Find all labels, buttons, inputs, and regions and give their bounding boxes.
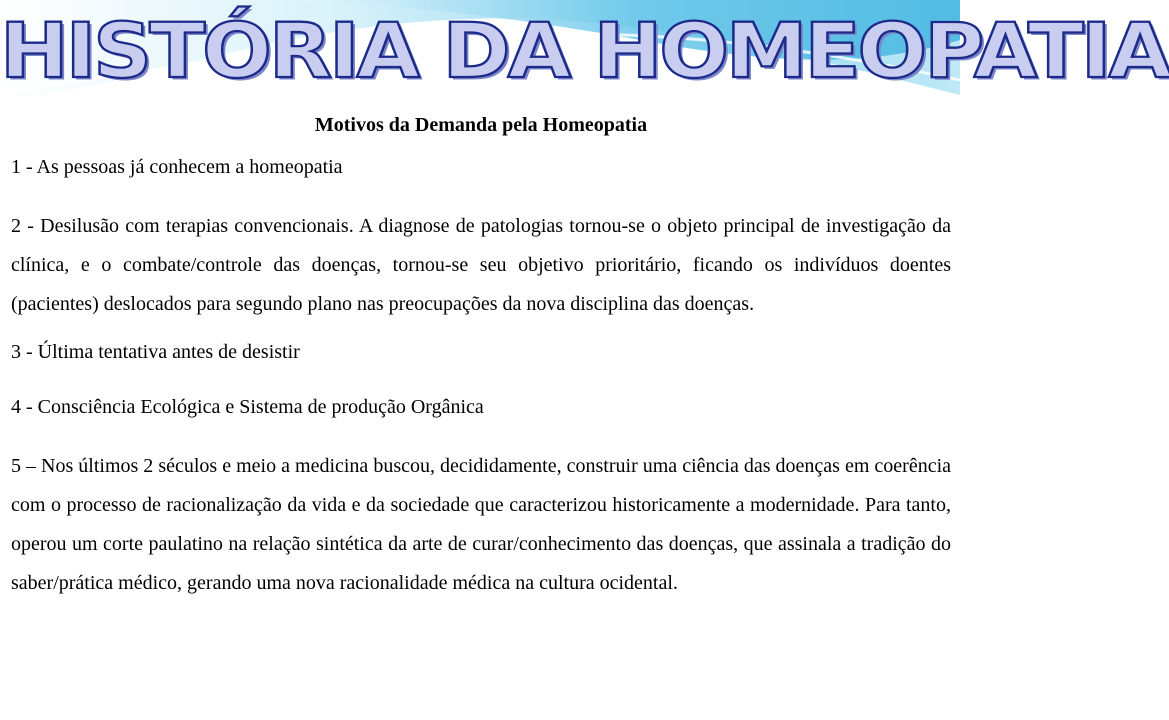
section-subtitle: Motivos da Demanda pela Homeopatia xyxy=(314,114,648,136)
list-item-5: 5 – Nos últimos 2 séculos e meio a medicina buscou, decididamente, construir uma ciência das doenças em coerência com o processo de racionalização da vida e da sociedade que caracterizou historicamente a modernidade. Para tanto, operou um corte paulatino na relação sintética da arte de curar/conhecimento das doenças, que assinala a tradição do saber/prática médico, gerando uma nova racionalidade médica na cultura ocidental. xyxy=(11,455,951,594)
slide-title: HISTÓRIA DA HOMEOPATIA xyxy=(0,7,1169,96)
list-item-1: 1 - As pessoas já conhecem a homeopatia xyxy=(11,156,343,178)
list-item-4: 4 - Consciência Ecológica e Sistema de produção Orgânica xyxy=(11,396,484,418)
list-item-2: 2 - Desilusão com terapias convencionais. A diagnose de patologias tornou-se o objeto principal de investigação da clínica, e o combate/controle das doenças, tornou-se seu objetivo prioritário, ficando os indivíduos doentes (pacientes) deslocados para segundo plano nas preocupações da nova disciplina das doenças. xyxy=(11,215,951,315)
list-item-3: 3 - Última tentativa antes de desistir xyxy=(11,341,300,363)
slide-content xyxy=(11,110,951,616)
